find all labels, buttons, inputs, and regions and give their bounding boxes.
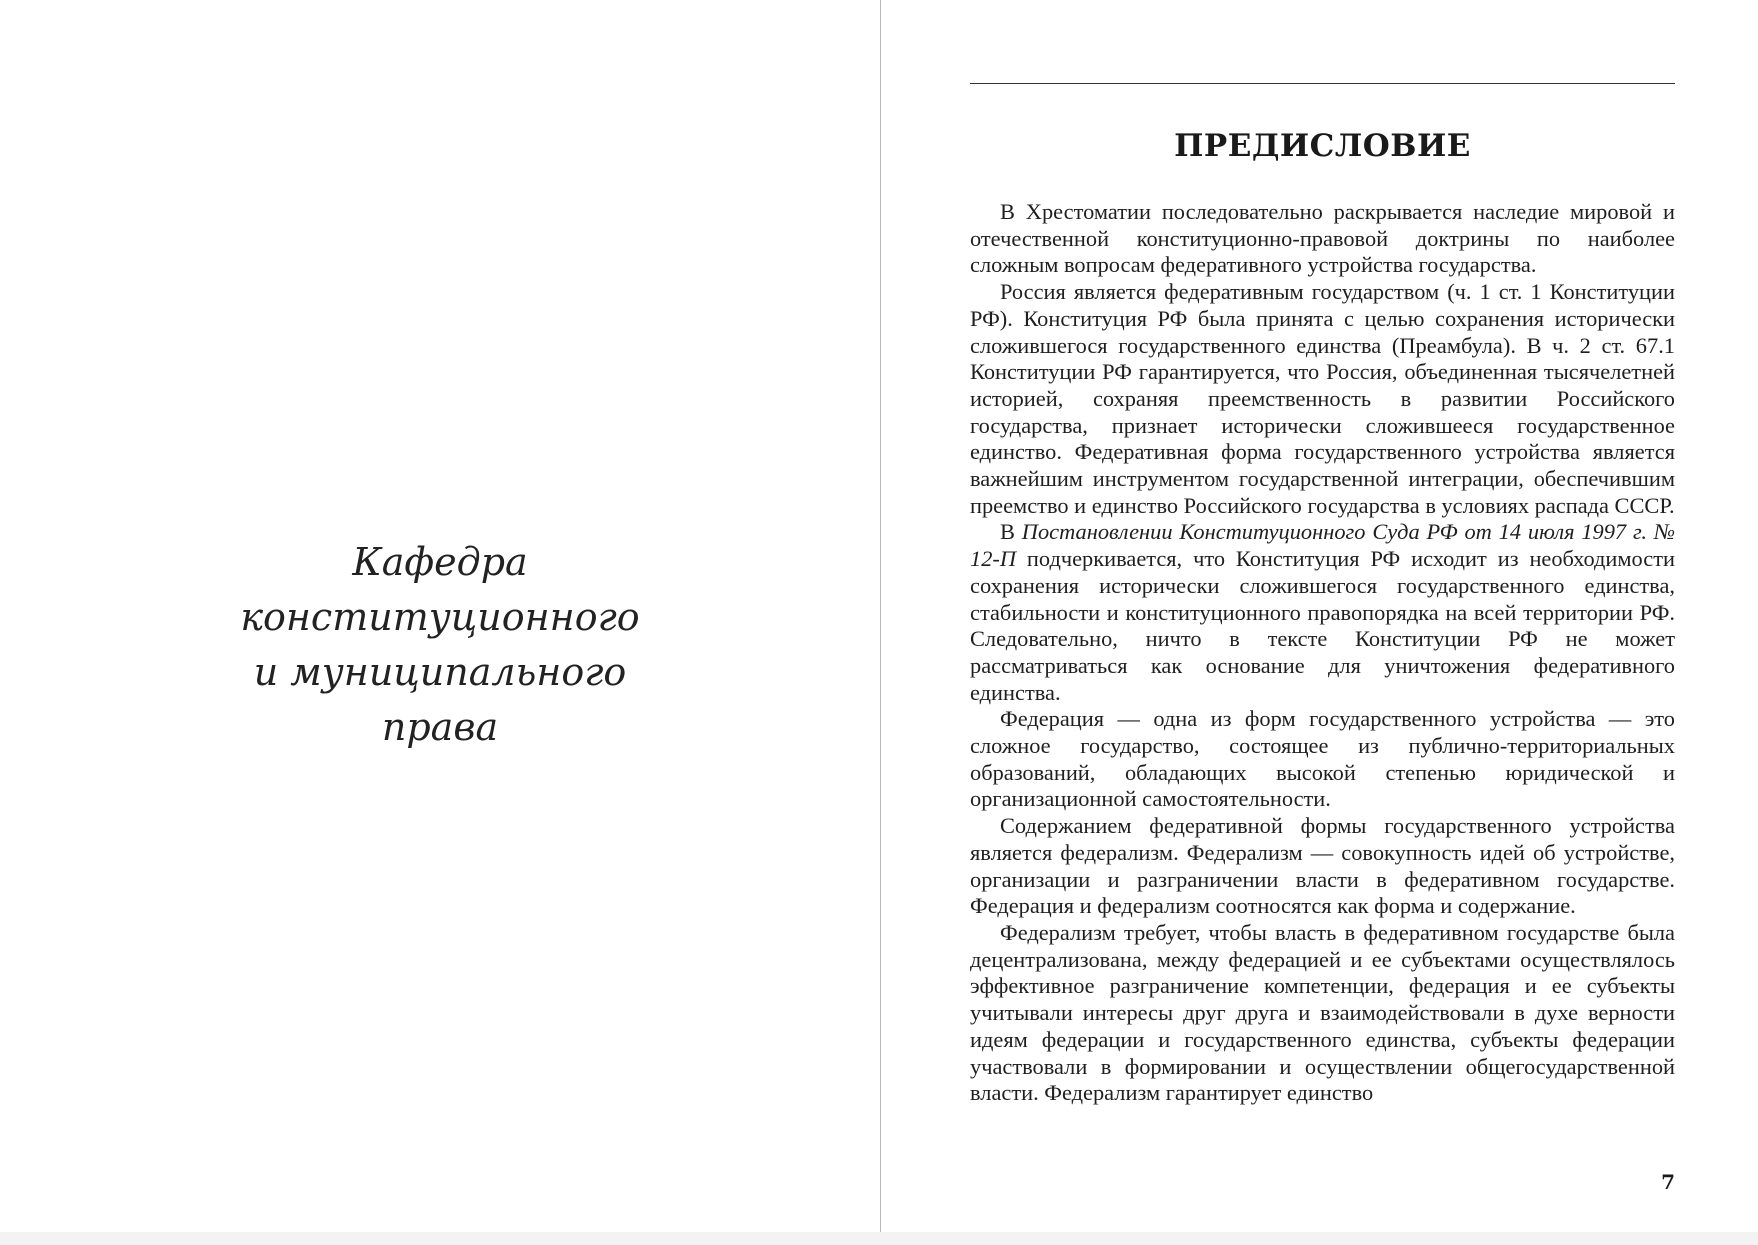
paragraph-suffix: подчеркивается, что Конституция РФ исходит из необходимости сохранения исторически сложившегося государственного единства, стабильности и конституционного правопорядка на всей территории РФ. Следовательно, ничто в тексте Конституции РФ не может рассматриваться как основание для уничтожения федеративного единства. bbox=[970, 546, 1675, 705]
body-text bbox=[970, 199, 1675, 1107]
page-heading: ПРЕДИСЛОВИЕ bbox=[1174, 128, 1471, 164]
paragraph: Россия является федеративным государством (ч. 1 ст. 1 Конституции РФ). Конституция РФ была принята с целью сохранения исторически сложившегося государственного единства (Преамбула). В ч. 2 ст. 67.1 Конституции РФ гарантируется, что Россия, объединенная тысячелетней историей, сохраняя преемственность в развитии Российского государства, признает исторически сложившееся государственное единство. Федеративная форма государственного устройства является важнейшим инструментом государственной интеграции, обеспечившим преемство и единство Российского государства в условиях распада СССР. bbox=[970, 279, 1675, 518]
header-rule bbox=[970, 83, 1675, 84]
court-ruling-reference: Постановлении Конституционного Суда РФ от 14 июля 1997 г. № 12-П bbox=[970, 519, 1675, 572]
page-gutter bbox=[880, 0, 881, 1245]
paragraph-prefix: В bbox=[1000, 519, 1022, 545]
right-page bbox=[970, 0, 1675, 1245]
department-title: Кафедра конституционного и муниципального права bbox=[240, 540, 640, 749]
page-number: 7 bbox=[1661, 1170, 1675, 1194]
paragraph bbox=[970, 519, 1675, 706]
paragraph: Федерализм требует, чтобы власть в федеративном государстве была децентрализована, между федерацией и ее субъектами осуществлялось эффективное разграничение компетенции, федерация и ее субъекты учитывали интересы друг друга и взаимодействовали в духе верности идеям федерации и государственного единства, субъекты федерации участвовали в формировании и осуществлении общегосударственной власти. Федерализм гарантирует единство bbox=[970, 919, 1675, 1106]
paragraph: Содержанием федеративной формы государственного устройства является федерализм. Федерализм — совокупность идей об устройстве, организации и разграничении власти в федеративном государстве. Федерация и федерализм соотносятся как форма и содержание. bbox=[970, 813, 1675, 919]
paragraph: В Хрестоматии последовательно раскрывается наследие мировой и отечественной конституционно-правовой доктрины по наиболее сложным вопросам федеративного устройства государства. bbox=[970, 199, 1675, 278]
page-bottom-edge bbox=[0, 1232, 1758, 1245]
paragraph: Федерация — одна из форм государственного устройства — это сложное государство, состоящее из публично-территориальных образований, обладающих высокой степенью юридической и организационной самостоятельности. bbox=[970, 706, 1675, 812]
